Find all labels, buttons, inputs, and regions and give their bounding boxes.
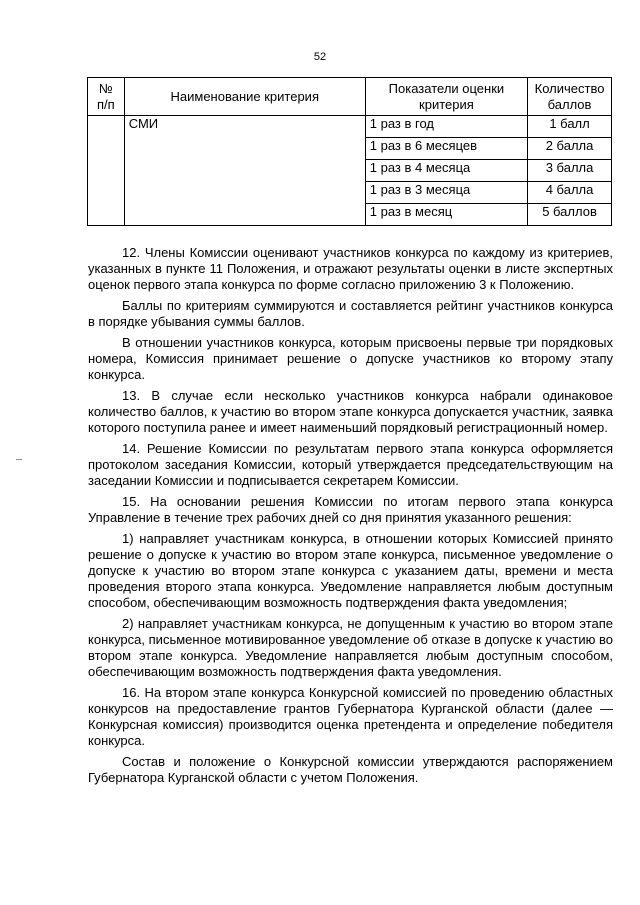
document-body [88,245,613,791]
criteria-table [87,77,612,226]
paragraph-15-item-2: 2) направляет участникам конкурса, не допущенным к участию во втором этапе конкурса, письменное мотивированное уведомление об отказе в допуске к участию во втором этапе конкурса. Уведомление направляется любым доступным способом, обеспечивающим возможность подтверждения факта уведомления. [88,616,613,679]
table-header-row [88,78,612,116]
paragraph-15: 15. На основании решения Комиссии по итогам первого этапа конкурса Управление в течение трех рабочих дней со дня принятия указанного решения: [88,494,613,525]
points-cell: 5 баллов [528,204,612,226]
indicator-cell: 1 раз в 6 месяцев [365,138,527,160]
paragraph-15-item-1: 1) направляет участникам конкурса, в отношении которых Комиссией принято решение о допуске к участию во втором этапе конкурса, письменное уведомление о допуске к участию во втором этапе конкурса с указанием даты, времени и места проведения второго этапа конкурса. Уведомление направляется любым доступным способом, обеспечивающим возможность подтверждения факта уведомления; [88,531,613,610]
header-indicators: Показатели оценки критерия [365,78,527,116]
header-points: Количество баллов [528,78,612,116]
header-criterion-name: Наименование критерия [124,78,365,116]
row-number-cell [88,116,125,226]
paragraph-12: 12. Члены Комиссии оценивают участников конкурса по каждому из критериев, указанных в пункте 11 Положения, и отражают результаты оценки в листе экспертных оценок первого этапа конкурса по форме согласно приложению 3 к Положению. [88,245,613,292]
indicator-cell: 1 раз в 3 месяца [365,182,527,204]
points-cell: 3 балла [528,160,612,182]
page-number: 52 [313,51,327,63]
paragraph-admission: В отношении участников конкурса, которым присвоены первые три порядковых номера, Комиссия принимает решение о допуске участников ко второму этапу конкурса. [88,335,613,382]
indicator-cell: 1 раз в 4 месяца [365,160,527,182]
margin-mark [16,459,22,460]
paragraph-ratings: Баллы по критериям суммируются и составляется рейтинг участников конкурса в порядке убывания суммы баллов. [88,298,613,329]
paragraph-13: 13. В случае если несколько участников конкурса набрали одинаковое количество баллов, к участию во втором этапе конкурса допускается участник, заявка которого поступила ранее и имеет наименьший порядковый регистрационный номер. [88,388,613,435]
points-cell: 2 балла [528,138,612,160]
paragraph-commission: Состав и положение о Конкурсной комиссии утверждаются распоряжением Губернатора Курганской области с учетом Положения. [88,754,613,785]
indicator-cell: 1 раз в месяц [365,204,527,226]
points-cell: 1 балл [528,116,612,138]
table-row [88,116,612,138]
paragraph-14: 14. Решение Комиссии по результатам первого этапа конкурса оформляется протоколом заседания Комиссии, который утверждается председательствующим на заседании Комиссии и подписывается секретарем Комиссии. [88,441,613,488]
indicator-cell: 1 раз в год [365,116,527,138]
criterion-name-cell: СМИ [124,116,365,226]
paragraph-16: 16. На втором этапе конкурса Конкурсной комиссией по проведению областных конкурсов на предоставление грантов Губернатора Курганской области (далее — Конкурсная комиссия) производится оценка претендента и определение победителя конкурса. [88,685,613,748]
points-cell: 4 балла [528,182,612,204]
header-num: № п/п [88,78,125,116]
